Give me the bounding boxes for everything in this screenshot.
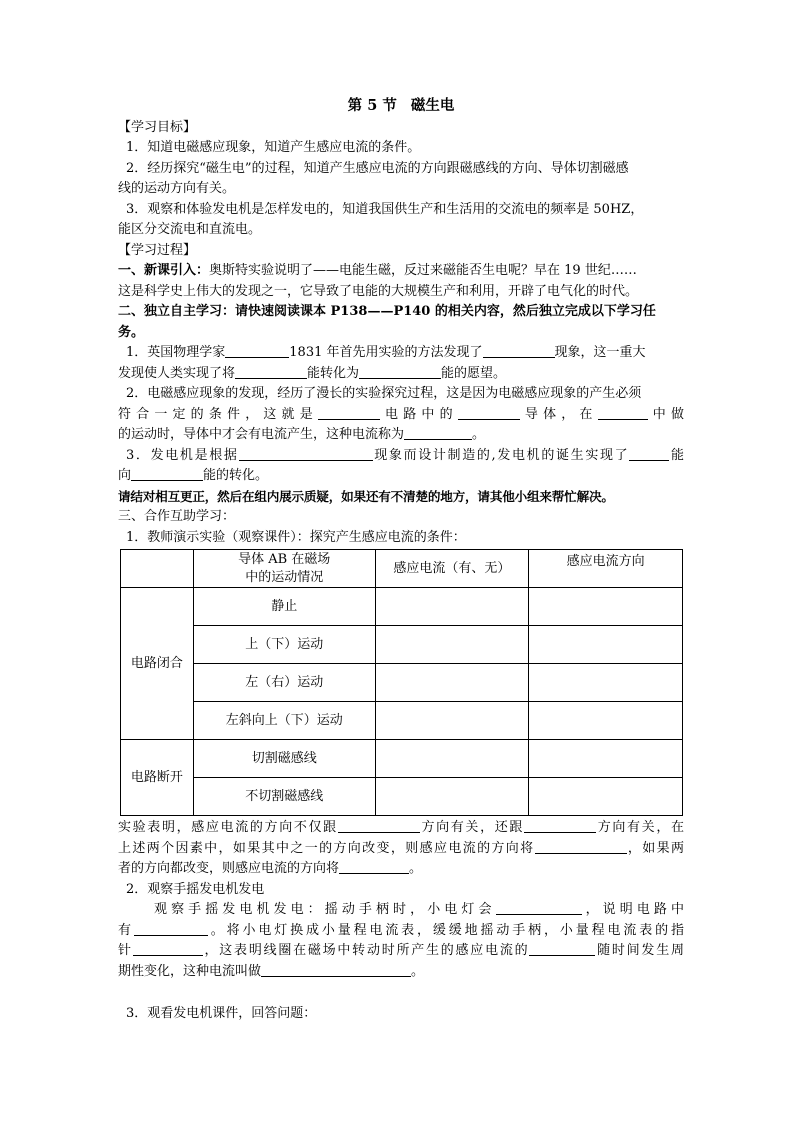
blank[interactable] (318, 405, 380, 420)
question-3-line1: 3．发电机是根据 现象而设计制造的,发电机的诞生实现了 能 (126, 447, 684, 463)
item-2-line2: 有 。将小电灯换成小量程电流表，缓缓地摇动手柄，小量程电流表的指 (118, 922, 684, 938)
question-2-line1: 2．电磁感应现象的发现，经历了漫长的实验探究过程，这是因为电磁感应现象的产生必须 (126, 386, 642, 401)
item-3: 3．观看发电机课件，回答问题： (126, 1006, 317, 1021)
blank[interactable] (483, 343, 555, 358)
answer-cell[interactable] (375, 778, 529, 816)
conclusion-line3: 者的方向都改变，则感应电流的方向将 。 (118, 861, 423, 876)
question-1-line2: 发现使人类实现了将 能转化为 能的愿望。 (118, 365, 507, 381)
table-row (121, 740, 683, 778)
conclusion-line1: 实验表明，感应电流的方向不仅跟 方向有关，还跟 方向有关，在 (118, 820, 684, 835)
self-study-line2: 务。 (118, 324, 145, 340)
question-1-line1: 1．英国物理学家 1831 年首先用实验的方法发现了 现象，这一重大 (126, 345, 646, 360)
table-header-row (121, 550, 683, 588)
goal-1: 1．知道电磁感应现象，知道产生感应电流的条件。 (126, 140, 421, 155)
intro-text: 奥斯特实验说明了——电能生磁，反过来磁能否生电呢？早在 19 世纪…… (209, 263, 637, 278)
conclusion-line2: 上述两个因素中，如果其中之一的方向改变，则感应电流的方向将 ，如果两 (118, 840, 684, 856)
answer-cell[interactable] (529, 702, 683, 740)
blank[interactable] (338, 818, 420, 833)
blank[interactable] (225, 343, 289, 358)
item-2-heading: 2．观察手摇发电机发电 (126, 881, 265, 897)
blank[interactable] (535, 839, 627, 854)
motion-cell: 静止 (193, 588, 375, 626)
intro-line1 (118, 261, 684, 282)
question-2-line3: 的运动时，导体中才会有电流产生，这种电流称为 。 (118, 427, 486, 442)
group-label-closed: 电路闭合 (121, 588, 194, 740)
page-title (118, 96, 684, 117)
table-row (121, 626, 683, 664)
coop-heading: 三、合作互助学习： (118, 509, 236, 524)
blank[interactable] (529, 941, 595, 956)
process-heading: 【学习过程】 (118, 242, 197, 258)
table-row (121, 588, 683, 626)
group-discussion-note: 请结对相互更正，然后在组内展示质疑，如果还有不清楚的地方，请其他小组来帮忙解决。 (118, 488, 614, 504)
blank[interactable] (629, 446, 669, 461)
answer-cell[interactable] (375, 588, 529, 626)
blank[interactable] (261, 962, 411, 977)
coop-item-1: 1．教师演示实验（观察课件）：探究产生感应电流的条件： (126, 529, 466, 545)
blank[interactable] (131, 466, 203, 481)
table-row (121, 664, 683, 702)
header-direction: 感应电流方向 (529, 550, 683, 588)
item-2-line4: 期性变化，这种电流叫做 。 (118, 963, 425, 979)
goal-3-line2: 能区分交流电和直流电。 (118, 222, 262, 237)
goals-heading: 【学习目标】 (118, 119, 197, 135)
answer-cell[interactable] (529, 740, 683, 778)
spacer (118, 982, 684, 1004)
answer-cell[interactable] (529, 588, 683, 626)
header-motion: 导体 AB 在磁场 中的运动情况 (193, 550, 375, 588)
goal-3-line1: 3．观察和体验发电机是怎样发电的，知道我国供生产和生活用的交流电的频率是 50HZ， (126, 201, 644, 217)
blank[interactable] (598, 405, 648, 420)
motion-cell: 切割磁感线 (193, 740, 375, 778)
section-number: 第 5 节 (347, 97, 397, 114)
motion-cell: 上（下）运动 (193, 626, 375, 664)
worksheet-page (118, 96, 684, 1025)
answer-cell[interactable] (375, 626, 529, 664)
goal-2-line2: 线的运动方向有关。 (118, 181, 236, 196)
question-2-line2: 符合一定的条件，这就是 电路中的 导体，在 中做 (118, 406, 684, 422)
self-study-line1: 二、独立自主学习：请快速阅读课本 P138——P140 的相关内容，然后独立完成以下学习任 (118, 304, 656, 319)
answer-cell[interactable] (375, 664, 529, 702)
header-empty-cell (121, 550, 194, 588)
blank[interactable] (496, 900, 582, 915)
group-label-open: 电路断开 (121, 740, 194, 816)
blank[interactable] (458, 405, 520, 420)
item-2-line3: 针 ，这表明线圈在磁场中转动时所产生的感应电流的 随时间发生周 (118, 943, 684, 958)
table-row (121, 778, 683, 816)
intro-line2: 这是科学史上伟大的发现之一，它导致了电能的大规模生产和利用，开辟了电气化的时代。 (118, 283, 639, 299)
answer-cell[interactable] (375, 740, 529, 778)
intro-label: 一、新课引入： (118, 263, 210, 278)
goal-2-line1: 2．经历探究“磁生电”的过程，知道产生感应电流的方向跟磁感线的方向、导体切割磁感 (126, 160, 629, 176)
blank[interactable] (359, 364, 441, 379)
table-row (121, 702, 683, 740)
blank[interactable] (239, 446, 373, 461)
answer-cell[interactable] (375, 702, 529, 740)
blank[interactable] (524, 818, 596, 833)
section-name: 磁生电 (410, 97, 455, 114)
question-3-line2: 向 能的转化。 (118, 468, 269, 483)
blank[interactable] (404, 425, 472, 440)
blank[interactable] (133, 941, 203, 956)
blank[interactable] (134, 921, 208, 936)
answer-cell[interactable] (529, 626, 683, 664)
answer-cell[interactable] (529, 778, 683, 816)
motion-cell: 不切割磁感线 (193, 778, 375, 816)
header-current: 感应电流（有、无） (375, 550, 529, 588)
experiment-table (120, 549, 683, 816)
answer-cell[interactable] (529, 664, 683, 702)
item-2-line1: 观察手摇发电机发电：摇动手柄时，小电灯会 ，说明电路中 (154, 902, 684, 917)
blank[interactable] (235, 364, 307, 379)
motion-cell: 左斜向上（下）运动 (193, 702, 375, 740)
blank[interactable] (339, 859, 409, 874)
motion-cell: 左（右）运动 (193, 664, 375, 702)
